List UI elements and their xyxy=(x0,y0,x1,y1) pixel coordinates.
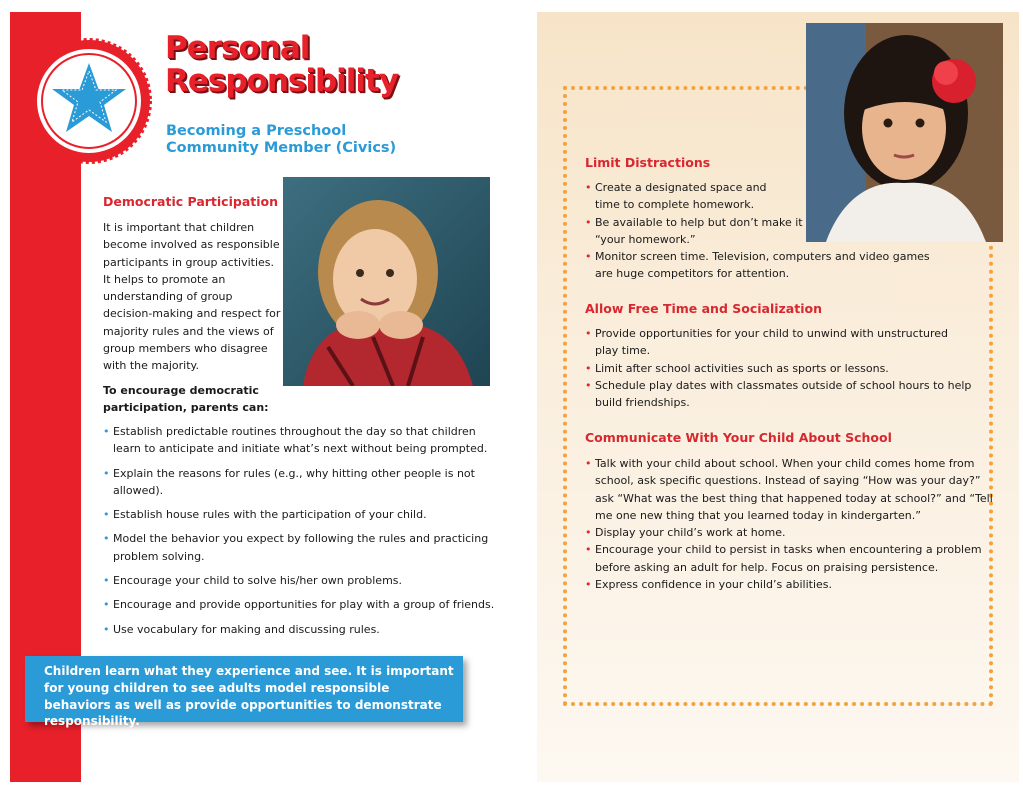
list-item: • Use vocabulary for making and discussing rules. xyxy=(103,621,503,638)
intro-paragraph: It is important that children become involved as responsible participants in group activities. It helps to promote an understanding of group decision-making and respect for majority rules and the views of group members who disagree with the majority. xyxy=(103,221,281,373)
list-item: • Express confidence in your child’s abilities. xyxy=(585,576,1005,593)
limit-distractions-heading: Limit Distractions xyxy=(585,155,711,170)
parent-tips-list xyxy=(103,423,503,645)
list-item: • Model the behavior you expect by following the rules and practicing problem solving. xyxy=(103,530,503,565)
page-subtitle: Becoming a Preschool Community Member (Civics) xyxy=(166,123,397,156)
callout-text: Children learn what they experience and see. It is important for young children to see adults model responsible behaviors as well as provide opportunities to demonstrate responsibility. xyxy=(44,664,454,729)
list-item: • Explain the reasons for rules (e.g., why hitting other people is not allowed). xyxy=(103,465,503,500)
list-item: • Create a designated space and time to complete homework. xyxy=(585,179,790,214)
page-title: Personal Responsibility xyxy=(165,30,399,99)
left-page xyxy=(10,12,520,782)
star-seal-icon xyxy=(26,38,152,164)
democratic-participation-heading: Democratic Participation xyxy=(103,194,279,209)
free-time-heading: Allow Free Time and Socialization xyxy=(585,301,822,316)
free-time-list xyxy=(585,325,995,411)
communicate-list xyxy=(585,455,1005,593)
list-item: • Provide opportunities for your child to unwind with unstructured play time. xyxy=(585,325,955,360)
list-item: • Establish predictable routines throughout the day so that children learn to anticipate and initiate what’s next without being prompted. xyxy=(103,423,503,458)
callout-box xyxy=(25,656,463,729)
limit-distractions-list xyxy=(585,179,995,283)
list-item: • Encourage and provide opportunities for play with a group of friends. xyxy=(103,596,503,613)
smiling-girl-photo xyxy=(283,177,490,386)
list-item: • Encourage your child to solve his/her own problems. xyxy=(103,572,503,589)
encourage-lead-in: To encourage democratic participation, parents can: xyxy=(103,384,269,415)
right-page xyxy=(537,12,1019,782)
list-item: • Display your child’s work at home. xyxy=(585,524,1005,541)
list-item: • Encourage your child to persist in tasks when encountering a problem before asking an adult for help. Focus on praising persistence. xyxy=(585,541,995,576)
list-item: • Monitor screen time. Television, computers and video games are huge competitors for attention. xyxy=(585,248,950,283)
list-item: • Establish house rules with the participation of your child. xyxy=(103,506,503,523)
list-item: • Be available to help but don’t make it “your homework.” xyxy=(585,214,805,249)
communicate-heading: Communicate With Your Child About School xyxy=(585,430,892,445)
list-item: • Talk with your child about school. When your child comes home from school, ask specific questions. Instead of saying “How was your day?” ask “What was the best thing that happened today at school?” and “Tell me one new thing that you learned today in kindergarten.” xyxy=(585,455,995,524)
list-item: • Schedule play dates with classmates outside of school hours to help build friendships. xyxy=(585,377,975,412)
list-item: • Limit after school activities such as sports or lessons. xyxy=(585,360,995,377)
